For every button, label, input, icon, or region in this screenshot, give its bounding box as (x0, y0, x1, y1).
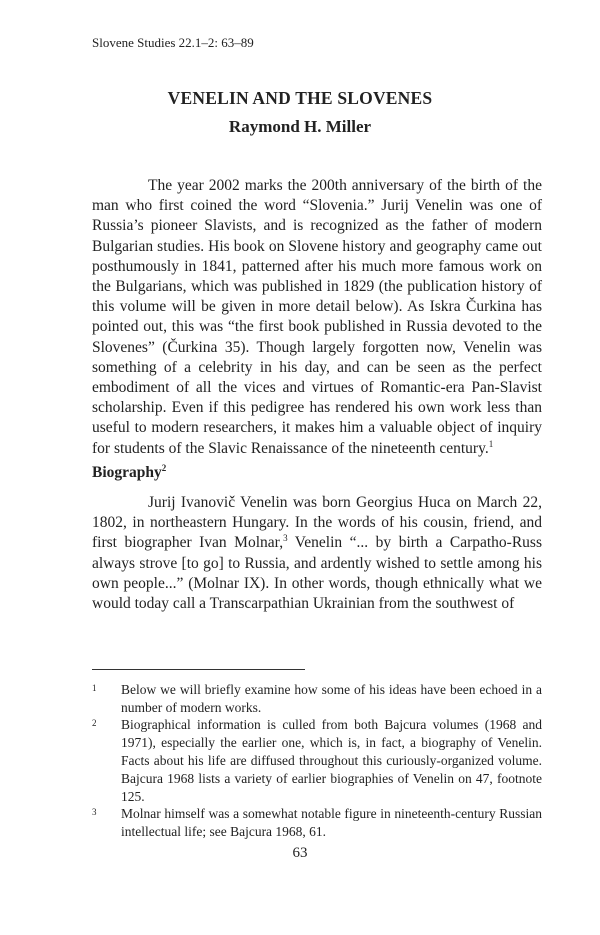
article-title: VENELIN AND THE SLOVENES (167, 88, 433, 108)
paragraph-text: The year 2002 marks the 200th anniversary of the birth of the man who first coined the word “Slovenia.” Jurij Venelin was one of Russia’s pioneer Slavists, and is recognized as the father of modern Bulgarian studies. His book on Slovene history and geography came out posthumously in 1841, patterned after his much more famous work on the Bulgarians, which was published in 1829 (the publication history of this volume will be given in more detail below). As Iskra Čurkina has pointed out, this was “the first book published in Russia devoted to the Slovenes” (Čurkina 35). Though largely forgotten now, Venelin was something of a celebrity in his day, and can be seen as the perfect embodiment of all the vices and virtues of Romantic-era Pan-Slavist scholarship. Even if this pedigree has rendered his own work less than useful to modern researchers, it makes him a valuable object of inquiry for students of the Slavic Renaissance of the nineteenth century. (92, 177, 542, 457)
footnote-3 (92, 805, 542, 841)
footnote-ref-1[interactable]: 1 (488, 438, 494, 449)
footnote-ref-2[interactable]: 2 (161, 463, 167, 473)
running-head: Slovene Studies 22.1–2: 63–89 (92, 35, 254, 50)
footnote-text: Molnar himself was a somewhat notable figure in nineteenth-century Russian intellectual life; see Bajcura 1968, 61. (121, 806, 542, 839)
footnote-text: Below we will briefly examine how some of his ideas have been echoed in a number of modern works. (121, 682, 542, 715)
author-name: Raymond H. Miller (228, 117, 372, 136)
footnote-number: 1 (92, 683, 97, 693)
footnote-1 (92, 681, 542, 717)
body-paragraph-biography (92, 493, 542, 614)
footnote-2 (92, 716, 542, 806)
footnote-number: 2 (92, 718, 97, 728)
body-paragraph-intro (92, 176, 542, 459)
section-heading-biography (92, 464, 166, 482)
page-number: 63 (292, 845, 308, 861)
footnote-text: Biographical information is culled from both Bajcura volumes (1968 and 1971), especially the earlier one, which is, in fact, a biography of Venelin. Facts about his life are diffused throughout this curiously-organized volume. Bajcura 1968 lists a variety of earlier biographies of Venelin on 47, footnote 125. (121, 717, 542, 804)
section-heading-text: Biography (92, 464, 162, 481)
paragraph-text: Jurij Ivanovič Venelin was born Georgius Huca on March 22, 1802, in northeastern Hungary. In the words of his cousin, friend, and first biographer Ivan Molnar, (92, 494, 542, 552)
footnote-separator (92, 669, 305, 670)
footnote-ref-3[interactable]: 3 (283, 533, 288, 544)
paragraph-text-continued: Venelin “... by birth a Carpatho-Russ always strove [to go] to Russia, and ardently wished to settle among his own people...” (Molnar IX). In other words, though ethnically what we would today call a Transcarpathian Ukrainian from the southwest of (92, 534, 542, 613)
footnote-number: 3 (92, 807, 97, 817)
